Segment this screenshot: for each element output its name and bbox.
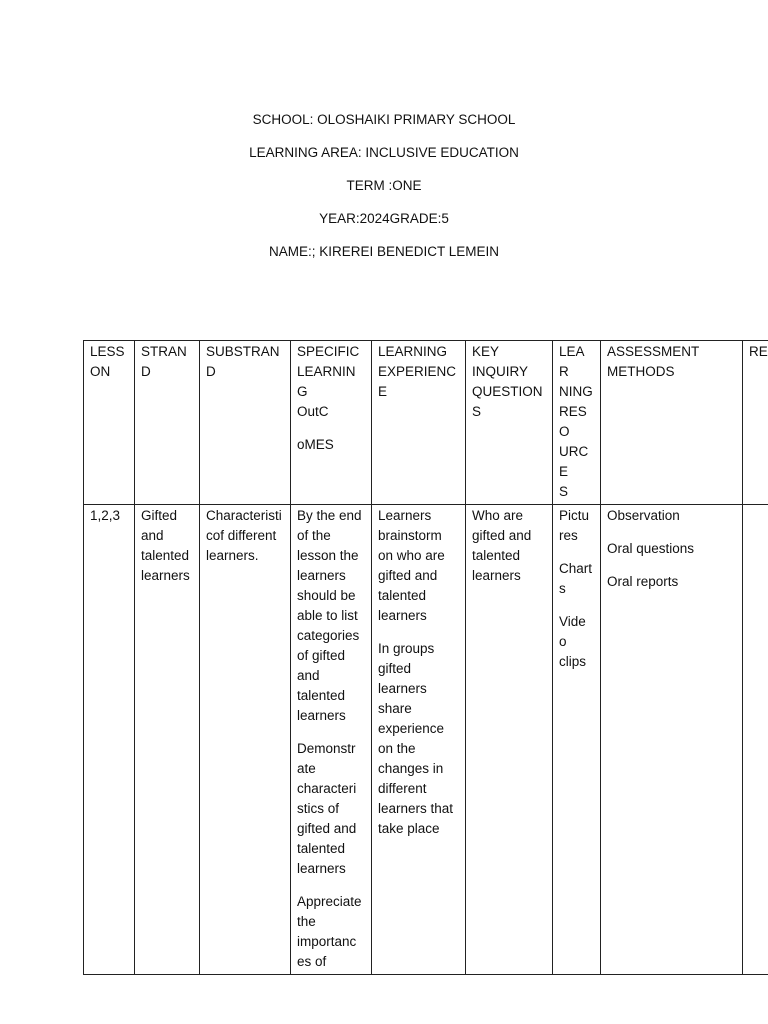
school-name: SCHOOL: OLOSHAIKI PRIMARY SCHOOL	[252, 112, 516, 127]
cell-text-line: QUESTIONS	[472, 384, 543, 419]
cell-paragraph	[749, 342, 768, 362]
cell-paragraph	[297, 435, 365, 455]
cell-text-line: gifted and	[297, 821, 357, 836]
cell-text-line: experience	[378, 721, 445, 736]
header-strand	[135, 341, 200, 505]
cell-paragraph	[607, 342, 736, 382]
cell-text-line: the	[297, 914, 316, 929]
cell-text-line: RE	[749, 344, 768, 359]
cell-text-line: changes in	[378, 761, 444, 776]
header-learning-resources	[553, 341, 601, 505]
cell-text-line: learners that	[378, 801, 454, 816]
cell-text-line: lesson the	[297, 548, 359, 563]
cell-paragraph	[206, 506, 284, 566]
cell-paragraph	[607, 539, 736, 559]
cell-text-line: gifted and	[472, 528, 532, 543]
header-key-inquiry-questions	[466, 341, 553, 505]
cell-text-line: KEY	[472, 344, 500, 359]
cell-text-line: learners	[297, 568, 346, 583]
cell-lesson	[84, 505, 135, 975]
header-remarks	[743, 341, 768, 505]
cell-paragraph	[559, 612, 594, 672]
cell-paragraph	[206, 342, 284, 382]
cell-text-line: talented	[141, 548, 190, 563]
cell-text-line: and	[141, 528, 164, 543]
cell-key-inquiry-questions	[466, 505, 553, 975]
cell-text-line: categories	[297, 628, 360, 643]
cell-text-line: learners	[472, 568, 521, 583]
cell-learning-experience	[372, 505, 466, 975]
cell-text-line: ASSESSMENT	[607, 344, 700, 359]
cell-text-line: Vide	[559, 614, 586, 629]
cell-text-line: of the	[297, 528, 331, 543]
cell-text-line: brainstorm	[378, 528, 442, 543]
cell-text-line: talented	[378, 588, 427, 603]
cell-text-line: Chart	[559, 561, 593, 576]
cell-text-line: OutC	[297, 404, 329, 419]
cell-text-line: gifted and	[378, 568, 438, 583]
header-specific-learning-outcomes	[291, 341, 372, 505]
cell-text-line: clips	[559, 654, 587, 669]
cell-text-line: ON	[90, 364, 111, 379]
cell-text-line: Appreciate	[297, 894, 362, 909]
cell-text-line: should be	[297, 588, 356, 603]
cell-text-line: Characteristi	[206, 508, 282, 523]
scheme-of-work-table	[83, 340, 768, 975]
cell-text-line: S	[559, 484, 569, 499]
cell-text-line: INQUIRY	[472, 364, 529, 379]
cell-text-line: Gifted	[141, 508, 178, 523]
cell-text-line: learners	[378, 681, 427, 696]
cell-paragraph	[141, 506, 193, 586]
cell-text-line: Oral reports	[607, 574, 679, 589]
cell-text-line: take place	[378, 821, 440, 836]
cell-text-line: importanc	[297, 934, 357, 949]
header-lesson	[84, 341, 135, 505]
cell-text-line: Who are	[472, 508, 524, 523]
cell-text-line: learners	[297, 708, 346, 723]
cell-text-line: on who are	[378, 548, 445, 563]
cell-text-line: on the	[378, 741, 416, 756]
cell-paragraph	[607, 506, 736, 526]
table-row	[84, 505, 768, 975]
cell-text-line: stics of	[297, 801, 340, 816]
cell-specific-learning-outcomes	[291, 505, 372, 975]
cell-text-line: In groups	[378, 641, 435, 656]
cell-text-line: es of	[297, 954, 327, 969]
cell-text-line: learners	[378, 608, 427, 623]
cell-paragraph	[90, 342, 128, 382]
cell-text-line: METHODS	[607, 364, 675, 379]
cell-text-line: s	[559, 581, 566, 596]
cell-text-line: and	[297, 668, 320, 683]
cell-text-line: talented	[472, 548, 521, 563]
cell-paragraph	[297, 739, 365, 879]
cell-substrand	[200, 505, 291, 975]
cell-text-line: By the end	[297, 508, 362, 523]
teacher-name: NAME:; KIREREI BENEDICT LEMEIN	[268, 244, 500, 259]
cell-text-line: oMES	[297, 437, 334, 452]
learning-area: LEARNING AREA: INCLUSIVE EDUCATION	[249, 145, 519, 160]
cell-paragraph	[378, 639, 459, 839]
cell-text-line: different	[378, 781, 427, 796]
cell-text-line: Observation	[607, 508, 680, 523]
cell-paragraph	[297, 506, 365, 726]
cell-paragraph	[559, 342, 594, 502]
header-learning-experience	[372, 341, 466, 505]
cell-text-line: LEAR	[559, 344, 585, 379]
cell-text-line: share	[378, 701, 412, 716]
cell-text-line: learners	[141, 568, 190, 583]
cell-text-line: Oral questions	[607, 541, 695, 556]
cell-text-line: RESO	[559, 404, 587, 439]
cell-text-line: Demonstr	[297, 741, 356, 756]
cell-strand	[135, 505, 200, 975]
cell-text-line: 1,2,3	[90, 508, 121, 523]
cell-text-line: EXPERIENCE	[378, 364, 457, 399]
cell-paragraph	[141, 342, 193, 382]
cell-text-line: LEARNING	[378, 344, 448, 359]
term: TERM :ONE	[346, 178, 422, 193]
cell-paragraph	[378, 342, 459, 402]
cell-paragraph	[559, 506, 594, 546]
cell-text-line: talented	[297, 841, 346, 856]
cell-text-line: characteri	[297, 781, 357, 796]
cell-paragraph	[297, 892, 365, 972]
table-header-row	[84, 341, 768, 505]
cell-text-line: of gifted	[297, 648, 346, 663]
cell-text-line: LEARNING	[297, 364, 356, 399]
cell-text-line: res	[559, 528, 578, 543]
cell-learning-resources	[553, 505, 601, 975]
cell-text-line: o	[559, 634, 567, 649]
cell-text-line: learners	[297, 861, 346, 876]
cell-text-line: learners.	[206, 548, 259, 563]
cell-text-line: URCE	[559, 444, 589, 479]
cell-text-line: gifted	[378, 661, 412, 676]
cell-text-line: SUBSTRAND	[206, 344, 280, 379]
cell-text-line: NING	[559, 384, 593, 399]
cell-paragraph	[90, 506, 128, 526]
header-substrand	[200, 341, 291, 505]
cell-paragraph	[297, 342, 365, 422]
cell-paragraph	[559, 559, 594, 599]
cell-paragraph	[378, 506, 459, 626]
cell-paragraph	[607, 572, 736, 592]
cell-text-line: SPECIFIC	[297, 344, 360, 359]
cell-text-line: STRAND	[141, 344, 187, 379]
cell-remarks	[743, 505, 768, 975]
cell-text-line: talented	[297, 688, 346, 703]
year-grade: YEAR:2024GRADE:5	[319, 211, 449, 226]
cell-text-line: able to list	[297, 608, 358, 623]
document-header	[0, 111, 768, 276]
cell-text-line: LESS	[90, 344, 125, 359]
cell-text-line: cof different	[206, 528, 277, 543]
cell-text-line: ate	[297, 761, 316, 776]
header-assessment-methods	[601, 341, 743, 505]
cell-assessment-methods	[601, 505, 743, 975]
cell-text-line: Pictu	[559, 508, 590, 523]
cell-paragraph	[472, 506, 546, 586]
cell-text-line: Learners	[378, 508, 432, 523]
cell-paragraph	[472, 342, 546, 422]
